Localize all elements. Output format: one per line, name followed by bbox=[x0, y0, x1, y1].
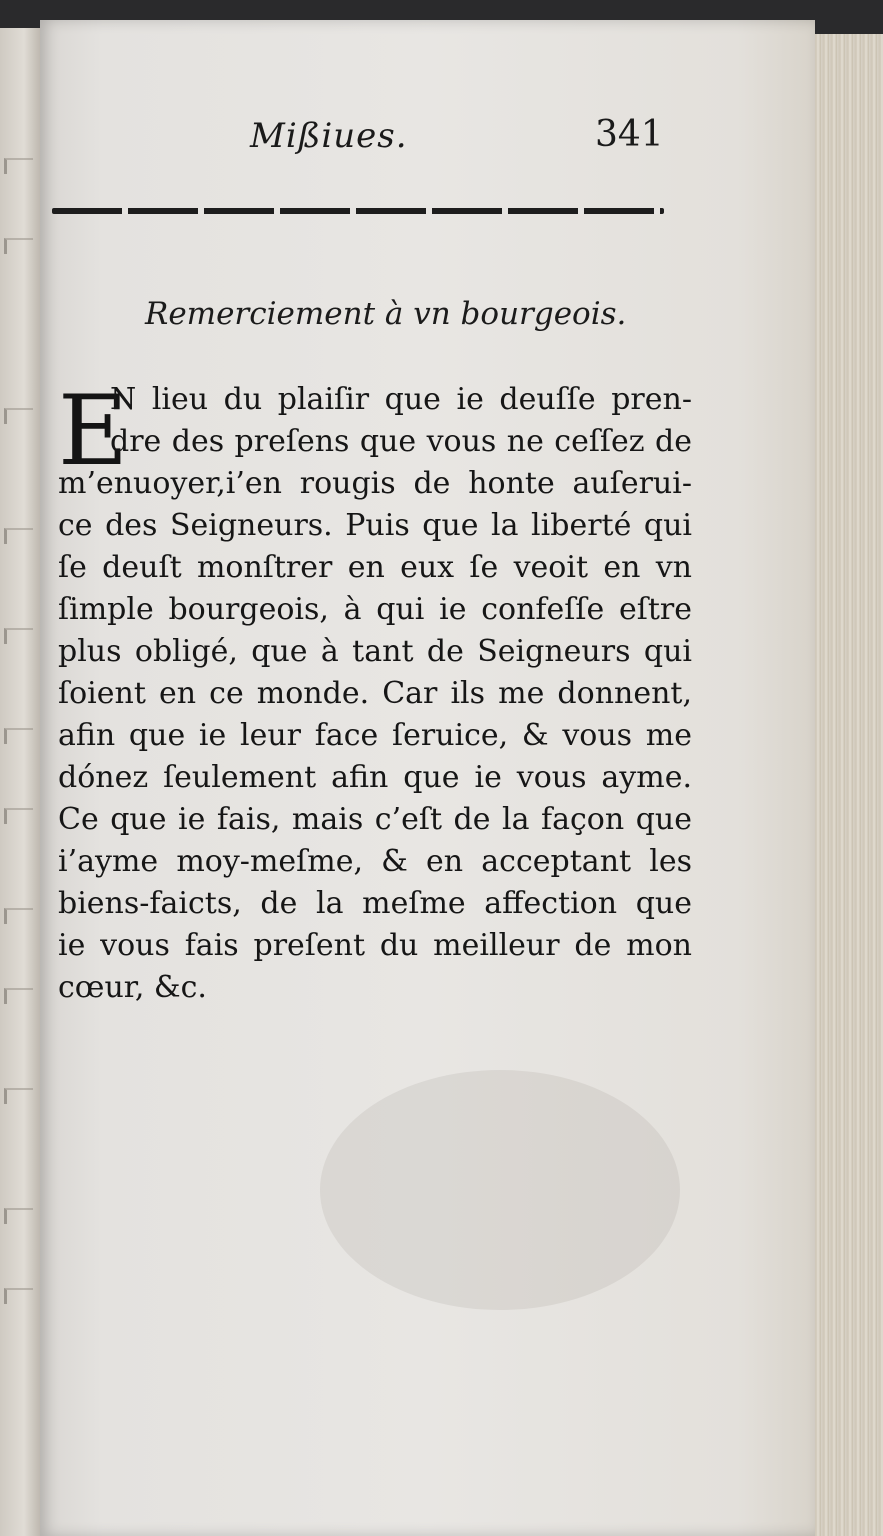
page-fore-edge bbox=[812, 34, 883, 1536]
text-line: i’ayme moy-meſme, & en acceptant les bbox=[58, 844, 692, 879]
text-line: biens-faicts, de la meſme affection que bbox=[58, 886, 692, 921]
text-line: ce des Seigneurs. Puis que la liberté qui bbox=[58, 508, 692, 543]
text-line: Ce que ie fais, mais c’eſt de la façon que bbox=[58, 802, 692, 837]
facing-page-ink-mark bbox=[4, 628, 33, 644]
text-line: m’enuoyer,i’en rougis de honte auſerui- bbox=[58, 466, 692, 501]
text-line: ie vous fais preſent du meilleur de mon bbox=[58, 928, 692, 963]
text-line: plus obligé, que à tant de Seigneurs qui bbox=[58, 634, 692, 669]
page-number: 341 bbox=[595, 114, 664, 155]
text-line: ſimple bourgeois, à qui ie confeſſe eſtre bbox=[58, 592, 692, 627]
text-line: cœur, &c. bbox=[58, 970, 207, 1005]
text-line: dre des preſens que vous ne ceſſez de bbox=[110, 424, 692, 459]
letter-heading: Remerciement à vn bourgeois. bbox=[145, 296, 627, 332]
facing-page-ink-mark bbox=[4, 238, 33, 254]
facing-page-ink-mark bbox=[4, 728, 33, 744]
facing-page-ink-mark bbox=[4, 1288, 33, 1304]
facing-page-ink-mark bbox=[4, 158, 33, 174]
facing-page-ink-mark bbox=[4, 808, 33, 824]
head-rule bbox=[52, 208, 664, 214]
running-head bbox=[40, 116, 815, 176]
facing-page-ink-mark bbox=[4, 1208, 33, 1224]
facing-page-edge bbox=[0, 28, 42, 1536]
facing-page-ink-mark bbox=[4, 408, 33, 424]
text-line: ſoient en ce monde. Car ils me donnent, bbox=[58, 676, 692, 711]
text-line: N lieu du plaiſir que ie deuſſe pren- bbox=[110, 382, 692, 417]
text-line: dónez ſeulement afin que ie vous ayme. bbox=[58, 760, 692, 795]
text-line: ſe deuſt monſtrer en eux ſe veoit en vn bbox=[58, 550, 692, 585]
facing-page-ink-mark bbox=[4, 908, 33, 924]
text-line: afin que ie leur face ſeruice, & vous me bbox=[58, 718, 692, 753]
show-through-stain bbox=[320, 1070, 680, 1310]
book-page bbox=[40, 20, 815, 1536]
facing-page-ink-mark bbox=[4, 1088, 33, 1104]
drop-cap: E bbox=[58, 375, 129, 487]
facing-page-ink-mark bbox=[4, 988, 33, 1004]
facing-page-ink-mark bbox=[4, 528, 33, 544]
running-title: Mißiues. bbox=[250, 116, 408, 156]
